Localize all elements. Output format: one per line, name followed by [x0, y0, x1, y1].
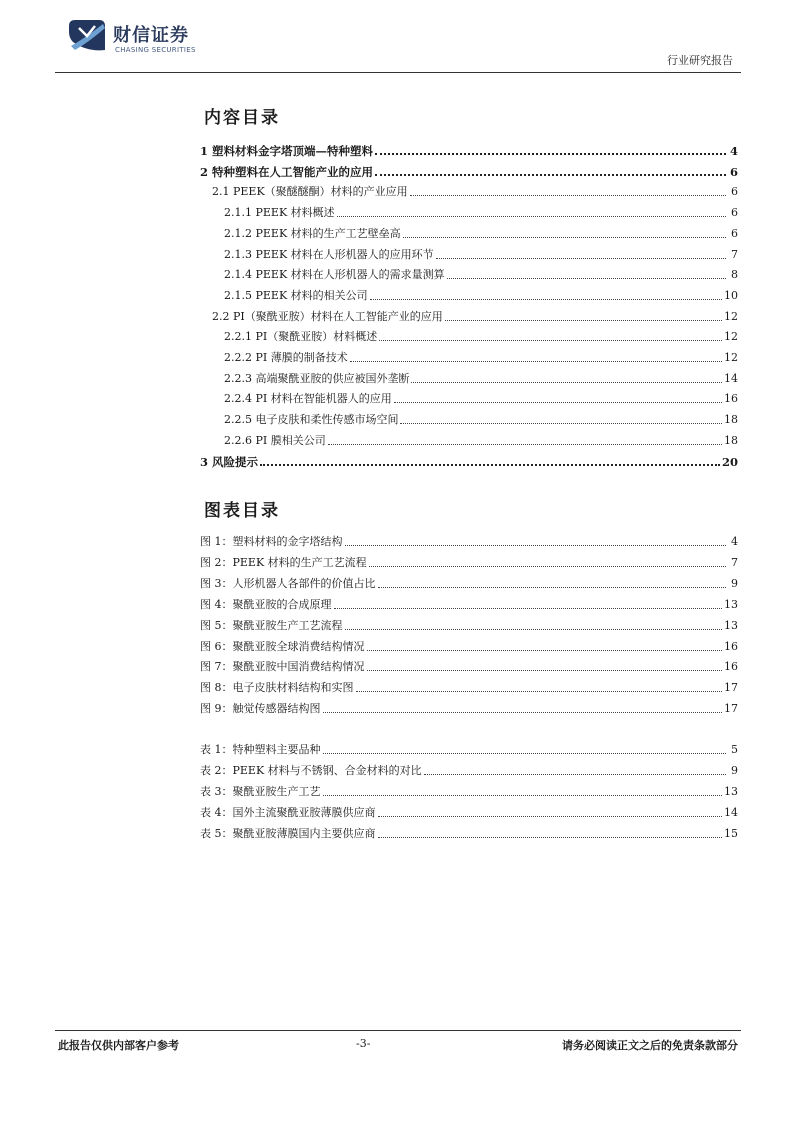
toc-leader-dots: [367, 669, 723, 671]
toc-entry-label: 2 特种塑料在人工智能产业的应用: [200, 164, 374, 179]
toc-entry-label: 2.2.5 电子皮肤和柔性传感市场空间: [224, 413, 399, 427]
toc-entry-page: 6: [731, 206, 738, 220]
toc-entry[interactable]: [200, 821, 738, 841]
toc-entry-page: 16: [724, 639, 738, 653]
toc-entry[interactable]: [200, 550, 738, 570]
toc-entry-label: 表 5：聚酰亚胺薄膜国内主要供应商: [200, 826, 376, 840]
toc-entry-label: 2.1.2 PEEK 材料的生产工艺壁垒高: [224, 226, 401, 240]
toc-entry-page: 13: [724, 597, 738, 611]
contents-title: 内容目录: [204, 108, 280, 128]
toc-entry-page: 17: [724, 702, 738, 716]
toc-entry-page: 6: [731, 185, 738, 199]
toc-entry-page: 18: [724, 433, 738, 447]
toc-leader-dots: [403, 236, 726, 238]
header-divider: [55, 72, 741, 73]
toc-leader-dots: [356, 690, 723, 692]
toc-entry-label: 图 1：塑料材料的金字塔结构: [200, 535, 343, 548]
toc-leader-dots: [367, 649, 723, 651]
toc-entry-label: 图 6：聚酰亚胺全球消费结构情况: [200, 639, 365, 653]
toc-entry[interactable]: [200, 675, 738, 695]
footer-notice: 请务必阅读正文之后的免责条款部分: [562, 1039, 738, 1052]
footer-disclaimer: 此报告仅供内部客户参考: [58, 1039, 179, 1052]
toc-entry[interactable]: [200, 654, 738, 674]
toc-entry[interactable]: [200, 138, 738, 158]
toc-entry[interactable]: [200, 200, 738, 220]
toc-entry[interactable]: [200, 428, 738, 448]
toc-leader-dots: [378, 836, 723, 838]
toc-leader-dots: [379, 339, 722, 341]
toc-entry-page: 5: [731, 743, 738, 756]
toc-leader-dots: [323, 752, 727, 754]
toc-leader-dots: [323, 711, 723, 713]
toc-entry[interactable]: [200, 283, 738, 303]
toc-entry-page: 4: [729, 144, 738, 158]
toc-entry-label: 图 7：聚酰亚胺中国消费结构情况: [200, 660, 365, 674]
company-name-cn: 财信证券: [113, 25, 189, 46]
toc-entry-label: 2.2.2 PI 薄膜的制备技术: [224, 351, 348, 364]
toc-leader-dots: [337, 215, 726, 217]
toc-entry-label: 2.1.4 PEEK 材料在人形机器人的需求量测算: [224, 268, 445, 282]
toc-entry-page: 12: [724, 351, 738, 364]
toc-leader-dots: [394, 401, 722, 403]
toc-entry[interactable]: [200, 366, 738, 386]
toc-leader-dots: [369, 565, 726, 567]
toc-entry-page: 12: [724, 330, 738, 344]
toc-entry-label: 2.2.6 PI 膜相关公司: [224, 433, 326, 447]
toc-leader-dots: [375, 173, 726, 176]
toc-leader-dots: [328, 443, 722, 445]
toc-entry-page: 8: [731, 268, 738, 282]
toc-leader-dots: [260, 463, 720, 466]
toc-entry-label: 2.2.3 高端聚酰亚胺的供应被国外垄断: [224, 371, 410, 385]
toc-leader-dots: [447, 277, 726, 279]
company-name-en: CHASING SECURITIES: [115, 46, 196, 54]
toc-entry-page: 13: [724, 618, 738, 632]
toc-entry-page: 16: [724, 392, 738, 406]
toc-leader-dots: [378, 586, 727, 588]
toc-entry-page: 6: [731, 226, 738, 240]
toc-leader-dots: [424, 773, 726, 775]
toc-entry[interactable]: [200, 242, 738, 262]
toc-entry[interactable]: [200, 179, 738, 199]
toc-leader-dots: [400, 422, 722, 424]
toc-entry-page: 14: [724, 805, 738, 819]
toc-entry[interactable]: [200, 304, 738, 324]
toc-entry[interactable]: [200, 221, 738, 241]
toc-entry-label: 1 塑料材料金字塔顶端—特种塑料: [200, 144, 374, 158]
toc-entry-label: 表 2：PEEK 材料与不锈钢、合金材料的对比: [200, 763, 422, 777]
toc-entry[interactable]: [200, 345, 738, 365]
toc-entry-page: 6: [729, 164, 738, 179]
toc-leader-dots: [345, 628, 723, 630]
company-logo-mark-icon: [65, 16, 107, 56]
toc-entry[interactable]: [200, 386, 738, 406]
toc-entry-label: 3 风险提示: [200, 454, 259, 469]
toc-entry-label: 2.1.1 PEEK 材料概述: [224, 206, 335, 220]
toc-entry-label: 表 3：聚酰亚胺生产工艺: [200, 784, 321, 798]
toc-leader-dots: [445, 319, 722, 321]
toc-entry-label: 表 1：特种塑料主要品种: [200, 743, 321, 756]
toc-entry[interactable]: [200, 737, 738, 757]
toc-entry-label: 2.2.4 PI 材料在智能机器人的应用: [224, 392, 392, 406]
toc-leader-dots: [436, 257, 726, 259]
toc-leader-dots: [411, 381, 722, 383]
toc-entry[interactable]: [200, 613, 738, 633]
toc-entry-label: 2.1.5 PEEK 材料的相关公司: [224, 288, 368, 302]
toc-leader-dots: [410, 194, 726, 196]
toc-entry-label: 表 4：国外主流聚酰亚胺薄膜供应商: [200, 805, 376, 819]
toc-entry-label: 图 2：PEEK 材料的生产工艺流程: [200, 555, 367, 569]
page-header: [55, 14, 741, 72]
toc-leader-dots: [350, 360, 722, 362]
toc-entry[interactable]: [200, 262, 738, 282]
toc-entry-page: 14: [724, 371, 738, 385]
toc-entry-label: 图 5：聚酰亚胺生产工艺流程: [200, 618, 343, 632]
toc-entry[interactable]: [200, 571, 738, 591]
toc-leader-dots: [345, 544, 727, 546]
toc-entry-label: 2.1 PEEK（聚醚醚酮）材料的产业应用: [212, 185, 408, 199]
toc-entry[interactable]: [200, 159, 738, 179]
toc-entry[interactable]: [200, 529, 738, 549]
toc-entry-page: 9: [731, 763, 738, 777]
toc-entry-page: 16: [724, 660, 738, 674]
toc-entry-page: 7: [731, 247, 738, 261]
toc-leader-dots: [323, 794, 723, 796]
toc-entry[interactable]: [200, 696, 738, 716]
page-number: -3-: [356, 1037, 371, 1050]
toc-entry-label: 图 4：聚酰亚胺的合成原理: [200, 597, 332, 611]
toc-entry[interactable]: [200, 800, 738, 820]
toc-entry-page: 7: [731, 555, 738, 569]
toc-entry[interactable]: [200, 634, 738, 654]
company-logo: [65, 16, 265, 60]
toc-entry[interactable]: [200, 324, 738, 344]
toc-entry-label: 图 9：触觉传感器结构图: [200, 702, 321, 716]
toc-leader-dots: [370, 298, 722, 300]
toc-entry-label: 2.2 PI（聚酰亚胺）材料在人工智能产业的应用: [212, 309, 443, 323]
toc-leader-dots: [375, 152, 726, 155]
toc-entry-label: 图 3：人形机器人各部件的价值占比: [200, 576, 376, 590]
toc-entry-page: 9: [731, 576, 738, 590]
toc-entry-page: 12: [724, 309, 738, 323]
toc-leader-dots: [334, 607, 723, 609]
toc-entry[interactable]: [200, 779, 738, 799]
toc-entry-label: 图 8：电子皮肤材料结构和实图: [200, 681, 354, 695]
toc-leader-dots: [378, 815, 723, 817]
toc-entry-page: 4: [731, 535, 738, 548]
toc-entry[interactable]: [200, 758, 738, 778]
toc-entry-label: 2.1.3 PEEK 材料在人形机器人的应用环节: [224, 247, 434, 261]
toc-entry-label: 2.2.1 PI（聚酰亚胺）材料概述: [224, 330, 378, 344]
toc-entry-page: 18: [724, 413, 738, 427]
report-type-label: 行业研究报告: [667, 54, 733, 67]
footer-divider: [55, 1030, 741, 1031]
toc-entry-page: 10: [724, 288, 738, 302]
figures-title: 图表目录: [204, 501, 280, 521]
toc-entry-page: 15: [724, 826, 738, 840]
toc-entry[interactable]: [200, 592, 738, 612]
toc-entry-page: 17: [724, 681, 738, 695]
toc-entry-page: 13: [724, 784, 738, 798]
toc-entry[interactable]: [200, 449, 738, 469]
toc-entry-page: 20: [721, 454, 738, 469]
toc-entry[interactable]: [200, 407, 738, 427]
